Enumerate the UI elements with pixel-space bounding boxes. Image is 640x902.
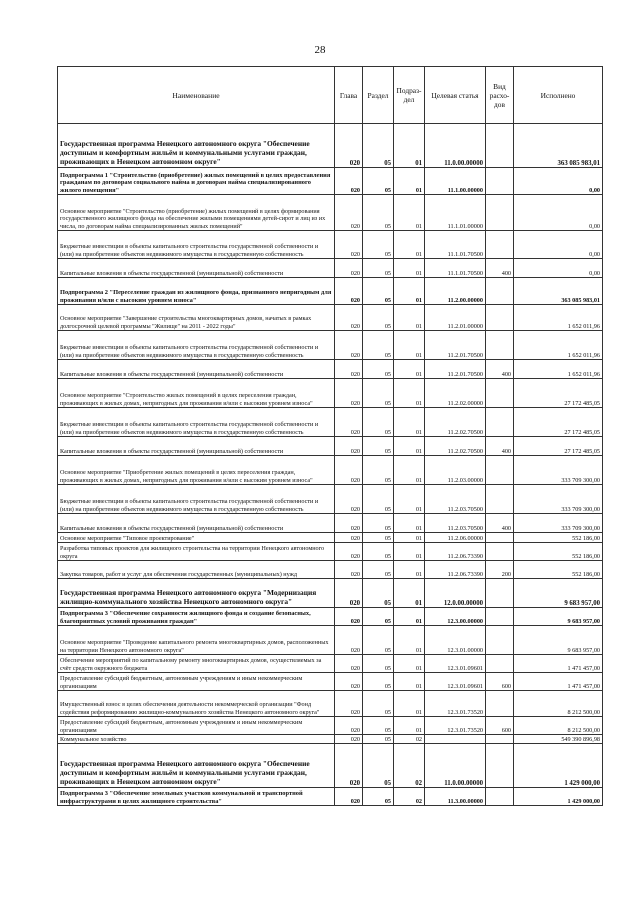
row-target: 11.1.01.70500 [425,259,486,278]
row-subsection: 01 [394,231,425,259]
row-amount: 9 683 957,00 [514,579,603,608]
row-section: 05 [363,579,394,608]
row-expense-type: 400 [486,437,514,456]
row-chapter: 020 [335,408,363,437]
row-subsection: 01 [394,456,425,485]
row-subsection: 01 [394,655,425,673]
table-row [58,717,603,735]
row-target: 11.2.01.70500 [425,360,486,379]
row-subsection: 01 [394,437,425,456]
row-amount: 363 085 983,01 [514,278,603,305]
row-expense-type [486,543,514,561]
row-name: Коммунальное хозяйство [58,735,335,744]
row-subsection: 01 [394,408,425,437]
table-row [58,379,603,408]
row-target: 12.3.01.00000 [425,626,486,655]
row-target: 11.2.03.70500 [425,485,486,514]
row-expense-type [486,744,514,788]
row-expense-type [486,456,514,485]
row-subsection: 01 [394,626,425,655]
row-amount: 8 212 500,00 [514,691,603,717]
row-amount: 0,00 [514,231,603,259]
table-row [58,360,603,379]
row-target: 11.1.01.70500 [425,231,486,259]
row-section: 05 [363,231,394,259]
row-section: 05 [363,456,394,485]
row-section: 05 [363,408,394,437]
row-section: 05 [363,655,394,673]
row-target: 11.0.00.00000 [425,744,486,788]
row-name: Подпрограмма 1 "Строительство (приобретение) жилых помещений в целях предоставления гражданам по договорам социального найма и договорам найма специализированного жилого помещения" [58,168,335,195]
table-row [58,195,603,231]
table-row [58,168,603,195]
row-name: Основное мероприятие "Типовое проектирование" [58,533,335,543]
row-chapter: 020 [335,231,363,259]
row-target: 12.3.01.09601 [425,673,486,691]
row-chapter: 020 [335,744,363,788]
row-subsection: 01 [394,259,425,278]
table-row [58,788,603,806]
header-target: Целевая статья [425,67,486,124]
row-amount: 1 652 011,96 [514,305,603,331]
row-section: 05 [363,608,394,626]
row-name: Государственная программа Ненецкого автономного округа "Обеспечение доступным и комфортным жильём и коммунальными услугами граждан, проживающих в Ненецком автономном округе" [58,744,335,788]
table-row [58,408,603,437]
table-row [58,305,603,331]
row-chapter: 020 [335,561,363,579]
row-section: 05 [363,331,394,360]
row-expense-type [486,168,514,195]
row-section: 05 [363,533,394,543]
row-target: 12.3.00.00000 [425,608,486,626]
row-target: 11.1.01.00000 [425,195,486,231]
row-name: Бюджетные инвестиции в объекты капитального строительства государственной собственности и (или) на приобретение объектов недвижимого имущества в государственную собственность [58,408,335,437]
row-section: 05 [363,485,394,514]
row-chapter: 020 [335,485,363,514]
row-subsection: 02 [394,735,425,744]
row-section: 05 [363,124,394,168]
row-expense-type: 600 [486,673,514,691]
table-row [58,691,603,717]
row-section: 05 [363,735,394,744]
table-row [58,331,603,360]
row-subsection: 01 [394,379,425,408]
row-expense-type [486,379,514,408]
row-subsection: 01 [394,533,425,543]
row-target: 12.3.01.73520 [425,691,486,717]
row-target: 11.2.06.73390 [425,543,486,561]
row-section: 05 [363,195,394,231]
row-subsection: 01 [394,543,425,561]
row-subsection: 01 [394,673,425,691]
row-expense-type [486,608,514,626]
row-chapter: 020 [335,305,363,331]
row-name: Основное мероприятие "Завершение строительства многоквартирных домов, начатых в рамках долгосрочной целевой программы "Жилище" на 2011 - 2022 годы" [58,305,335,331]
row-target: 12.3.01.09601 [425,655,486,673]
row-subsection: 01 [394,514,425,533]
row-name: Капитальные вложения в объекты государственной (муниципальной) собственности [58,259,335,278]
row-target: 11.2.03.00000 [425,456,486,485]
row-chapter: 020 [335,655,363,673]
row-chapter: 020 [335,543,363,561]
row-name: Обеспечение мероприятий по капитальному ремонту многоквартирных домов, осуществляемых за счёт средств окружного бюджета [58,655,335,673]
row-chapter: 020 [335,195,363,231]
table-row [58,231,603,259]
row-name: Капитальные вложения в объекты государственной (муниципальной) собственности [58,437,335,456]
row-chapter: 020 [335,717,363,735]
row-chapter: 020 [335,278,363,305]
row-section: 05 [363,788,394,806]
row-name: Государственная программа Ненецкого автономного округа "Модернизация жилищно-коммунального хозяйства Ненецкого автономного округа" [58,579,335,608]
row-target: 11.0.00.00000 [425,124,486,168]
row-subsection: 01 [394,168,425,195]
row-section: 05 [363,168,394,195]
row-amount: 9 683 957,00 [514,626,603,655]
row-amount: 333 709 300,00 [514,485,603,514]
row-target: 11.1.00.00000 [425,168,486,195]
row-name: Имущественный взнос в целях обеспечения деятельности некоммерческой организации "Фонд содействия реформированию жилищно-коммунального хозяйства Ненецкого автономного округа" [58,691,335,717]
row-section: 05 [363,626,394,655]
row-name: Предоставление субсидий бюджетным, автономным учреждениям и иным некоммерческим организациям [58,717,335,735]
table-row [58,744,603,788]
row-amount: 1 652 011,96 [514,360,603,379]
row-target: 11.2.02.00000 [425,379,486,408]
row-target: 11.2.00.00000 [425,278,486,305]
row-chapter: 020 [335,124,363,168]
row-name: Разработка типовых проектов для жилищного строительства на территории Ненецкого автономного округа [58,543,335,561]
row-expense-type [486,231,514,259]
row-amount: 27 172 485,05 [514,437,603,456]
table-row [58,673,603,691]
row-chapter: 020 [335,456,363,485]
row-chapter: 020 [335,608,363,626]
row-amount: 1 429 000,00 [514,744,603,788]
row-name: Бюджетные инвестиции в объекты капитального строительства государственной собственности и (или) на приобретение объектов недвижимого имущества в государственную собственность [58,485,335,514]
row-section: 05 [363,259,394,278]
row-name: Государственная программа Ненецкого автономного округа "Обеспечение доступным и комфортным жильём и коммунальными услугами граждан, проживающих в Ненецком автономном округе" [58,124,335,168]
row-expense-type [486,195,514,231]
row-expense-type [486,579,514,608]
row-expense-type [486,533,514,543]
row-name: Основное мероприятие "Строительство жилых помещений в целях переселения граждан, проживающих в жилых домах, непригодных для проживания и/или с высоким уровнем износа" [58,379,335,408]
row-subsection: 02 [394,788,425,806]
row-chapter: 020 [335,691,363,717]
row-section: 05 [363,437,394,456]
table-row [58,626,603,655]
row-amount: 363 085 983,01 [514,124,603,168]
row-expense-type [486,408,514,437]
row-subsection: 01 [394,360,425,379]
row-section: 05 [363,514,394,533]
row-expense-type [486,331,514,360]
header-name: Наименование [58,67,335,124]
row-expense-type: 200 [486,561,514,579]
table-row [58,543,603,561]
row-name: Основное мероприятие "Строительство (приобретение) жилых помещений в целях формирования государственного жилищного фонда на обеспечение жилыми помещениями детей-сирот и лиц из их числа, по договорам найма специализированных жилых помещений" [58,195,335,231]
row-expense-type [486,305,514,331]
row-name: Капитальные вложения в объекты государственной (муниципальной) собственности [58,514,335,533]
table-row [58,456,603,485]
row-subsection: 01 [394,691,425,717]
row-amount: 0,00 [514,168,603,195]
row-target: 11.2.06.00000 [425,533,486,543]
row-target: 11.2.06.73390 [425,561,486,579]
row-amount: 8 212 500,00 [514,717,603,735]
row-name: Бюджетные инвестиции в объекты капитального строительства государственной собственности и (или) на приобретение объектов недвижимого имущества в государственную собственность [58,231,335,259]
row-expense-type: 400 [486,514,514,533]
row-target: 12.3.01.73520 [425,717,486,735]
row-target: 11.2.02.70500 [425,408,486,437]
table-row [58,278,603,305]
header-chapter: Глава [335,67,363,124]
row-section: 05 [363,691,394,717]
row-amount: 552 186,00 [514,561,603,579]
row-chapter: 020 [335,437,363,456]
row-expense-type: 600 [486,717,514,735]
row-chapter: 020 [335,533,363,543]
row-subsection: 01 [394,195,425,231]
table-row [58,608,603,626]
row-chapter: 020 [335,673,363,691]
row-name: Подпрограмма 3 "Обеспечение земельных участков коммунальной и транспортной инфраструктурами в целях жилищного строительства" [58,788,335,806]
row-section: 05 [363,717,394,735]
row-amount: 1 429 000,00 [514,788,603,806]
row-amount: 1 471 457,00 [514,655,603,673]
row-expense-type [486,124,514,168]
header-expense-type: Вид расхо-дов [486,67,514,124]
row-subsection: 01 [394,331,425,360]
header-subsection: Подраз-дел [394,67,425,124]
row-amount: 0,00 [514,259,603,278]
row-name: Основное мероприятие "Проведение капитального ремонта многоквартирных домов, расположенных на территории Ненецкого автономного округа" [58,626,335,655]
row-amount: 27 172 485,05 [514,408,603,437]
row-amount: 1 652 011,96 [514,331,603,360]
row-name: Закупка товаров, работ и услуг для обеспечения государственных (муниципальных) нужд [58,561,335,579]
row-chapter: 020 [335,579,363,608]
row-expense-type [486,278,514,305]
row-section: 05 [363,744,394,788]
row-subsection: 01 [394,579,425,608]
row-section: 05 [363,379,394,408]
row-chapter: 020 [335,331,363,360]
page-number: 28 [314,44,326,56]
row-amount: 333 709 300,00 [514,456,603,485]
row-name: Предоставление субсидий бюджетным, автономным учреждениям и иным некоммерческим организациям [58,673,335,691]
row-subsection: 01 [394,124,425,168]
row-section: 05 [363,305,394,331]
budget-table [57,66,603,806]
row-name: Подпрограмма 2 "Переселение граждан из жилищного фонда, признанного непригодным для проживания и/или с высоким уровнем износа" [58,278,335,305]
row-chapter: 020 [335,788,363,806]
row-amount: 9 683 957,00 [514,608,603,626]
row-target: 11.2.02.70500 [425,437,486,456]
row-subsection: 01 [394,717,425,735]
row-chapter: 020 [335,735,363,744]
row-target: 11.2.03.70500 [425,514,486,533]
row-expense-type: 400 [486,259,514,278]
row-name: Бюджетные инвестиции в объекты капитального строительства государственной собственности и (или) на приобретение объектов недвижимого имущества в государственную собственность [58,331,335,360]
row-target: 11.2.01.00000 [425,305,486,331]
row-expense-type [486,788,514,806]
table-header-row [58,67,603,124]
row-amount: 333 709 300,00 [514,514,603,533]
table-row [58,533,603,543]
row-amount: 0,00 [514,195,603,231]
row-name: Капитальные вложения в объекты государственной (муниципальной) собственности [58,360,335,379]
row-subsection: 02 [394,744,425,788]
row-amount: 1 471 457,00 [514,673,603,691]
row-target: 11.2.01.70500 [425,331,486,360]
table-row [58,735,603,744]
row-target: 12.0.00.00000 [425,579,486,608]
row-section: 05 [363,561,394,579]
row-expense-type [486,735,514,744]
row-section: 05 [363,278,394,305]
row-amount: 27 172 485,05 [514,379,603,408]
row-section: 05 [363,673,394,691]
row-amount: 552 186,00 [514,533,603,543]
table-row [58,579,603,608]
row-chapter: 020 [335,360,363,379]
row-target: 11.3.00.00000 [425,788,486,806]
row-chapter: 020 [335,379,363,408]
row-subsection: 01 [394,305,425,331]
row-chapter: 020 [335,259,363,278]
row-amount: 552 186,00 [514,543,603,561]
row-expense-type [486,691,514,717]
row-amount: 549 390 896,98 [514,735,603,744]
row-name: Подпрограмма 3 "Обеспечение сохранности жилищного фонда и создание безопасных, благоприятных условий проживания граждан" [58,608,335,626]
row-expense-type: 400 [486,360,514,379]
row-chapter: 020 [335,168,363,195]
row-section: 05 [363,360,394,379]
table-row [58,485,603,514]
table-row [58,514,603,533]
table-row [58,655,603,673]
header-executed: Исполнено [514,67,603,124]
row-subsection: 01 [394,485,425,514]
header-section: Раздел [363,67,394,124]
row-name: Основное мероприятие "Приобретение жилых помещений в целях переселения граждан, проживающих в жилых домах, непригодных для проживания и/или с высоким уровнем износа" [58,456,335,485]
table-row [58,259,603,278]
row-chapter: 020 [335,514,363,533]
table-row [58,124,603,168]
row-subsection: 01 [394,561,425,579]
row-expense-type [486,655,514,673]
row-subsection: 01 [394,278,425,305]
row-expense-type [486,626,514,655]
row-section: 05 [363,543,394,561]
row-subsection: 01 [394,608,425,626]
row-chapter: 020 [335,626,363,655]
row-expense-type [486,485,514,514]
table-row [58,561,603,579]
row-target [425,735,486,744]
table-row [58,437,603,456]
